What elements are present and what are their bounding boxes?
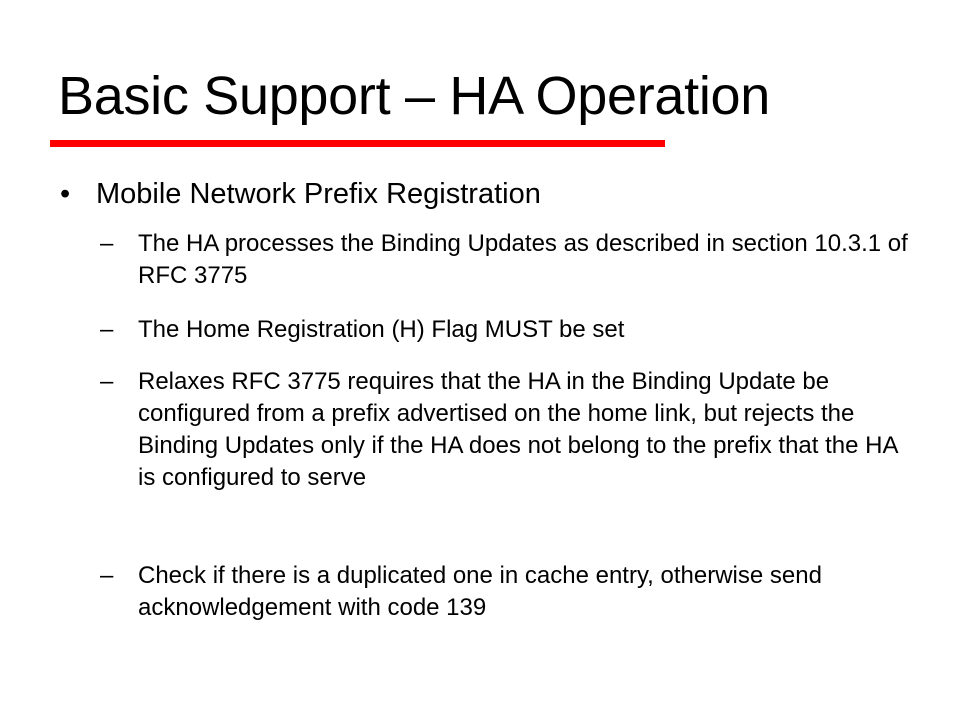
sub-bullet bbox=[100, 560, 920, 624]
sub-bullet-text: The HA processes the Binding Updates as described in section 10.3.1 of RFC 3775 bbox=[138, 230, 908, 289]
sub-bullet-marker: – bbox=[100, 316, 114, 343]
sub-bullet-marker: – bbox=[100, 562, 114, 589]
sub-bullet bbox=[100, 366, 920, 494]
slide-title: Basic Support – HA Operation bbox=[58, 66, 771, 126]
sub-bullet bbox=[100, 228, 920, 292]
sub-bullet bbox=[100, 314, 920, 346]
sub-bullet-marker: – bbox=[100, 230, 114, 257]
sub-bullet-text: The Home Registration (H) Flag MUST be set bbox=[138, 316, 625, 343]
main-bullet-text: Mobile Network Prefix Registration bbox=[96, 178, 541, 210]
sub-bullet-text: Relaxes RFC 3775 requires that the HA in the Binding Update be configured from a prefix advertised on the home link, but rejects the Binding Updates only if the HA does not belong to the prefix that the HA is configured to serve bbox=[138, 368, 898, 491]
bullet-marker: • bbox=[60, 178, 71, 210]
sub-bullet-marker: – bbox=[100, 368, 114, 395]
sub-bullet-text: Check if there is a duplicated one in cache entry, otherwise send acknowledgement with code 139 bbox=[138, 562, 822, 621]
